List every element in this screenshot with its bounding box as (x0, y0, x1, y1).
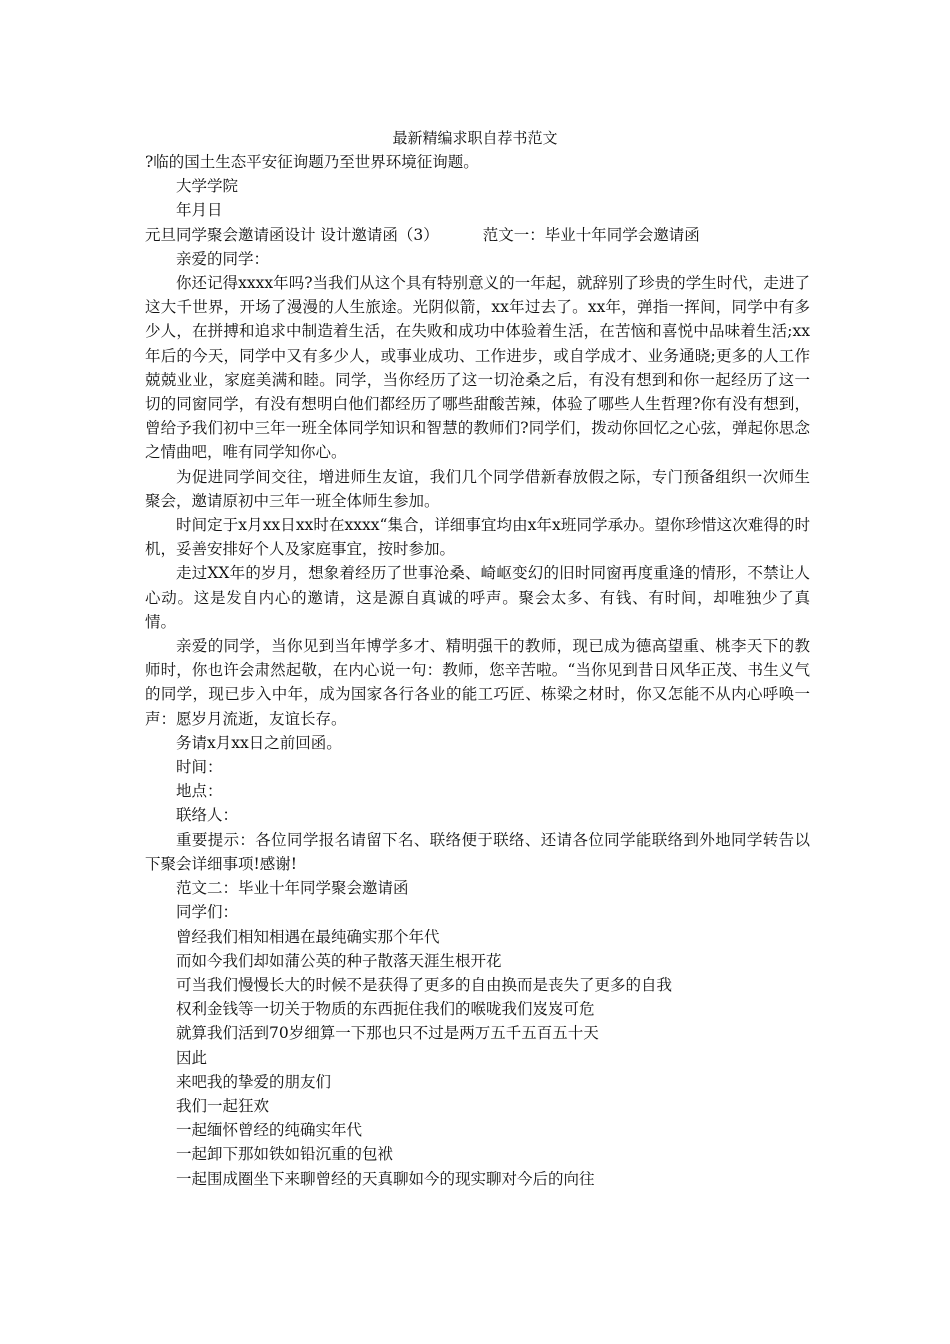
poem-line: 来吧我的挚爱的朋友们 (176, 1072, 332, 1091)
school-name: 大学学院 (176, 177, 239, 196)
text-line: ?临的国土生态平安征询题乃至世界环境征询题。 (145, 153, 479, 171)
paragraph-5: 亲爱的同学，当你见到当年博学多才、精明强干的教师，现已成为德高望重、桃李天下的教师时，你也许会肃然起敬，在内心说一句：教师，您辛苦啦。“当你见到昔日风华正茂、书生义气的同学，现已步入中年，成为国家各行各业的能工巧匠、栋梁之材时，你又怎能不从内心呼唤一声：愿岁月流逝，友谊长存。 (145, 637, 810, 728)
section-heading (145, 223, 810, 247)
rsvp-line: 务请x月xx日之前回函。 (176, 733, 342, 752)
sample2-greeting: 同学们： (176, 903, 239, 922)
poem-line: 我们一起狂欢 (176, 1096, 270, 1115)
poem-line: 一起围成圈坐下来聊曾经的天真聊如今的现实聊对今后的向往 (176, 1169, 595, 1188)
poem-line: 一起卸下那如铁如铅沉重的包袱 (176, 1145, 394, 1164)
heading-right: 范文一：毕业十年同学会邀请函 (482, 225, 700, 244)
poem-line: 一起缅怀曾经的纯确实年代 (176, 1121, 363, 1140)
heading-left: 元旦同学聚会邀请函设计 设计邀请函（3） (145, 225, 439, 244)
document-title: 最新精编求职自荐书范文 (392, 129, 558, 147)
contact-label: 联络人： (176, 806, 239, 825)
notice-paragraph: 重要提示：各位同学报名请留下名、联络便于联络、还请各位同学能联络到外地同学转告以下聚会详细事项!感谢! (145, 830, 810, 873)
poem-line: 就算我们活到70岁细算一下那也只不过是两万五千五百五十天 (176, 1024, 599, 1043)
date-line: 年月日 (176, 201, 223, 220)
poem-line: 因此 (176, 1048, 208, 1067)
place-label: 地点： (176, 782, 223, 801)
poem-line: 可当我们慢慢长大的时候不是获得了更多的自由换而是丧失了更多的自我 (176, 975, 673, 994)
paragraph-1: 你还记得xxxx年吗?当我们从这个具有特别意义的一年起，就辞别了珍贵的学生时代，走进了这大千世界，开场了漫漫的人生旅途。光阴似箭，xx年过去了。xx年，弹指一挥间，同学中有多少人，在拼搏和追求中制造着生活，在失败和成功中体验着生活，在苦恼和喜悦中品味着生活;xx年后的今天，同学中又有多少人，或事业成功、工作进步，或自学成才、业务通晓;更多的人工作兢兢业业，家庭美满和睦。同学，当你经历了这一切沧桑之后，有没有想到和你一起经历了这一切的同窗同学，有没有想明白他们都经历了哪些甜酸苦辣，体验了哪些人生哲理?你有没有想到，曾给予我们初中三年一班全体同学知识和智慧的教师们?同学们，拨动你回忆之心弦，弹起你思念之情曲吧，唯有同学知你心。 (145, 274, 810, 462)
document-body (145, 150, 810, 1191)
paragraph-4: 走过XX年的岁月，想象着经历了世事沧桑、崎岖变幻的旧时同窗再度重逢的情形，不禁让人心动。这是发自内心的邀请，这是源自真诚的呼声。聚会太多、有钱、有时间，却唯独少了真情。 (145, 564, 810, 631)
time-label: 时间： (176, 758, 223, 777)
poem-line: 而如今我们却如蒲公英的种子散落天涯生根开花 (176, 951, 502, 970)
paragraph-3: 时间定于x月xx日xx时在xxxx“集合，详细事宜均由x年x班同学承办。望你珍惜这次难得的时机，妥善安排好个人及家庭事宜，按时参加。 (145, 516, 810, 559)
poem-line: 曾经我们相知相遇在最纯确实那个年代 (176, 927, 440, 946)
paragraph-2: 为促进同学间交往，增进师生友谊，我们几个同学借新春放假之际，专门预备组织一次师生聚会，邀请原初中三年一班全体师生参加。 (145, 467, 810, 510)
sample2-title: 范文二：毕业十年同学聚会邀请函 (176, 879, 409, 898)
poem-line: 权利金钱等一切关于物质的东西扼住我们的喉咙我们岌岌可危 (176, 1000, 595, 1019)
greeting: 亲爱的同学： (176, 249, 270, 268)
